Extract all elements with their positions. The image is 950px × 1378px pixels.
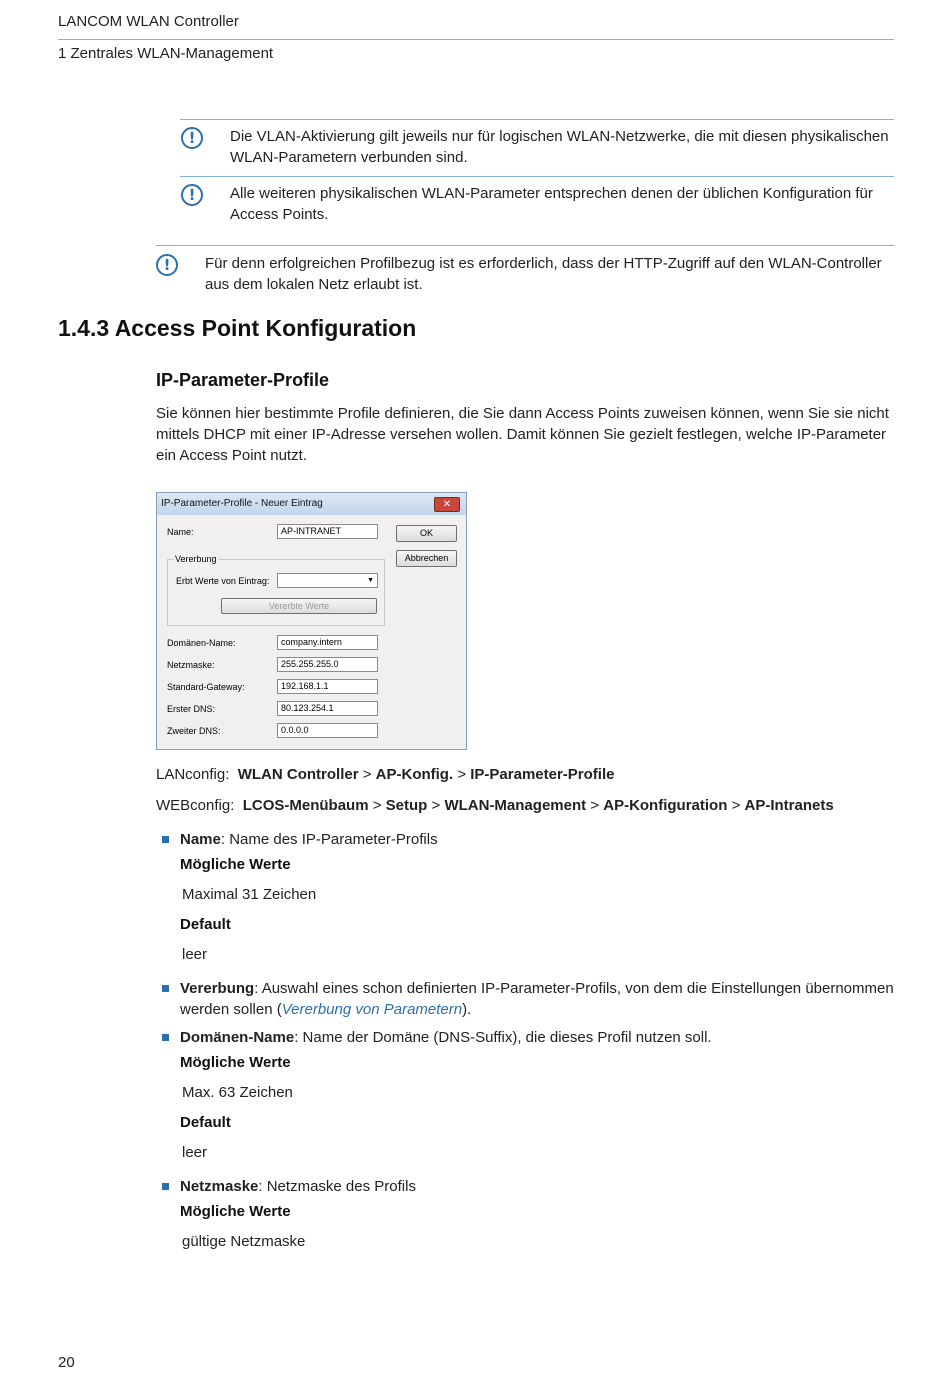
list-item (180, 1027, 896, 1048)
note-text: Die VLAN-Aktivierung gilt jeweils nur für logischen WLAN-Netzwerke, die mit diesen physikalischen WLAN-Parametern verbunden sind. (230, 128, 889, 166)
note-text: Für denn erfolgreichen Profilbezug ist es erforderlich, dass der HTTP-Zugriff auf den WLAN-Controller aus dem lokalen Netz erlaubt ist. (205, 255, 882, 293)
item-term: Domänen-Name (180, 1029, 295, 1046)
item-term: Name (180, 831, 221, 848)
inherit-label: Erbt Werte von Eintrag: (176, 576, 270, 586)
chevron-down-icon: ▼ (367, 577, 374, 584)
subsection-heading: IP-Parameter-Profile (156, 370, 330, 390)
default-value: leer (182, 1144, 208, 1161)
possible-values: Maximal 31 Zeichen (182, 886, 317, 903)
inheritance-link[interactable]: Vererbung von Parametern (281, 1001, 463, 1018)
list-item (180, 1176, 896, 1197)
page-number: 20 (58, 1354, 75, 1371)
list-item (180, 978, 896, 1020)
intro-paragraph: Sie können hier bestimmte Profile definieren, die Sie dann Access Points zuweisen können, wenn Sie sie nicht mittels DHCP mit einer IP-Adresse versehen wollen. Damit können Sie gezielt festlegen, welche IP-Parameter ein Access Point nutzt. (156, 405, 889, 464)
dialog-title: IP-Parameter-Profile - Neuer Eintrag (161, 498, 323, 509)
domain-label: Domänen-Name: (167, 638, 236, 648)
lanconfig-prefix: LANconfig: (156, 766, 230, 783)
path-segment: AP-Intranets (744, 797, 834, 814)
square-bullet-icon (162, 985, 169, 992)
name-field[interactable]: AP-INTRANET (277, 524, 378, 539)
path-separator: > (457, 766, 467, 783)
item-description: : Netzmaske des Profils (258, 1178, 416, 1195)
path-separator: > (372, 797, 382, 814)
item-term: Netzmaske (180, 1178, 259, 1195)
item-description: : Name des IP-Parameter-Profils (220, 831, 438, 848)
inherited-values-button[interactable]: Vererbte Werte (221, 598, 377, 614)
netmask-label: Netzmaske: (167, 660, 215, 670)
dns1-field[interactable]: 80.123.254.1 (277, 701, 378, 716)
path-segment: WLAN-Management (444, 797, 587, 814)
dns1-label: Erster DNS: (167, 704, 216, 714)
dns2-label: Zweiter DNS: (167, 726, 221, 736)
path-segment: AP-Konfig. (375, 766, 454, 783)
path-separator: > (590, 797, 600, 814)
inheritance-group-label: Vererbung (175, 554, 217, 564)
ok-button[interactable]: OK (396, 525, 457, 542)
note-divider (180, 176, 894, 177)
info-exclamation-icon: ! (181, 184, 203, 206)
close-icon[interactable]: ✕ (434, 497, 460, 512)
item-term: Vererbung (180, 980, 255, 997)
possible-values-label: Mögliche Werte (180, 1203, 291, 1220)
default-value: leer (182, 946, 208, 963)
name-label: Name: (167, 527, 194, 537)
note-text: Alle weiteren physikalischen WLAN-Parameter entsprechen denen der üblichen Konfiguration für Access Points. (230, 185, 873, 223)
lanconfig-path (156, 766, 614, 783)
dns2-field[interactable]: 0.0.0.0 (277, 723, 378, 738)
note-divider (156, 245, 894, 246)
document-title: LANCOM WLAN Controller (58, 13, 239, 30)
square-bullet-icon (162, 1034, 169, 1041)
path-separator: > (362, 766, 372, 783)
gateway-label: Standard-Gateway: (167, 682, 245, 692)
header-divider (58, 39, 894, 40)
item-description: : Auswahl eines schon definierten IP-Parameter-Profils, von dem die Einstellungen übernommen werden sollen ( (180, 980, 894, 1018)
path-segment: IP-Parameter-Profile (470, 766, 615, 783)
gateway-field[interactable]: 192.168.1.1 (277, 679, 378, 694)
section-heading: 1.4.3 Access Point Konfiguration (58, 315, 417, 341)
note-divider (180, 119, 894, 120)
possible-values: gültige Netzmaske (182, 1233, 306, 1250)
path-segment: Setup (385, 797, 428, 814)
path-separator: > (731, 797, 741, 814)
chapter-title: 1 Zentrales WLAN-Management (58, 45, 274, 62)
path-segment: AP-Konfiguration (603, 797, 728, 814)
path-separator: > (431, 797, 441, 814)
inherit-select[interactable] (277, 573, 378, 588)
item-description-end: ). (462, 1001, 472, 1018)
default-label: Default (180, 916, 231, 933)
netmask-field[interactable]: 255.255.255.0 (277, 657, 378, 672)
ip-parameter-dialog (156, 492, 467, 750)
inheritance-group (167, 559, 385, 626)
webconfig-path (156, 797, 834, 814)
square-bullet-icon (162, 1183, 169, 1190)
square-bullet-icon (162, 836, 169, 843)
possible-values-label: Mögliche Werte (180, 1054, 291, 1071)
default-label: Default (180, 1114, 231, 1131)
domain-field[interactable]: company.intern (277, 635, 378, 650)
possible-values: Max. 63 Zeichen (182, 1084, 293, 1101)
path-segment: WLAN Controller (237, 766, 359, 783)
list-item (180, 829, 896, 850)
dialog-titlebar (157, 493, 466, 515)
path-segment: LCOS-Menübaum (242, 797, 369, 814)
info-exclamation-icon: ! (181, 127, 203, 149)
info-exclamation-icon: ! (156, 254, 178, 276)
webconfig-prefix: WEBconfig: (156, 797, 235, 814)
possible-values-label: Mögliche Werte (180, 856, 291, 873)
cancel-button[interactable]: Abbrechen (396, 550, 457, 567)
item-description: : Name der Domäne (DNS-Suffix), die dieses Profil nutzen soll. (294, 1029, 712, 1046)
